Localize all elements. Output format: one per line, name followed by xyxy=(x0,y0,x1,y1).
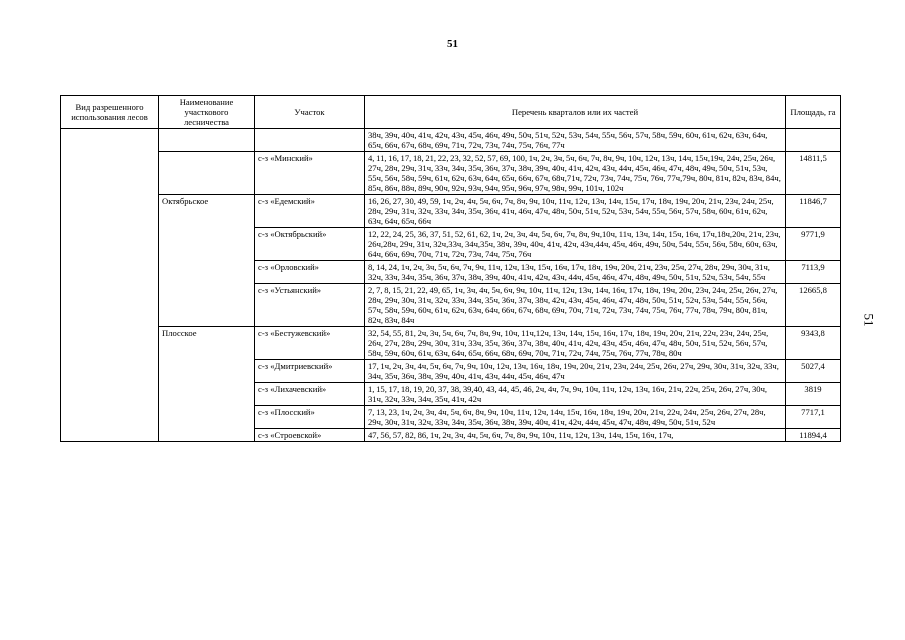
site-cell: с-з «Бестужевский» xyxy=(255,327,365,360)
quarters-cell: 47, 56, 57, 82, 86, 1ч, 2ч, 3ч, 4ч, 5ч, 6ч, 7ч, 8ч, 9ч, 10ч, 11ч, 12ч, 13ч, 14ч, 15ч, 16ч, 17ч, xyxy=(365,429,786,442)
area-cell: 9343,8 xyxy=(786,327,841,360)
area-cell: 7717,1 xyxy=(786,406,841,429)
quarters-cell: 2, 7, 8, 15, 21, 22, 49, 65, 1ч, 3ч, 4ч, 5ч, 6ч, 9ч, 10ч, 11ч, 12ч, 13ч, 14ч, 16ч, 17ч, 18ч, 19ч, 20ч, 23ч, 24ч, 25ч, 26ч, 27ч, 28ч, 29ч, 30ч, 31ч, 32ч, 33ч, 34ч, 35ч, 36ч, 37ч, 38ч, 42ч, 43ч, 45ч, 46ч, 47ч, 48ч, 50ч, 51ч, 52ч, 53ч, 54ч, 55ч, 56ч, 57ч, 58ч, 59ч, 60ч, 61ч, 62ч, 63ч, 64ч, 66ч, 67ч, 68ч, 69ч, 70ч, 71ч, 72ч, 73ч, 74ч, 75ч, 76ч, 77ч, 78ч, 79ч, 80ч, 81ч, 82ч, 83ч, 84ч xyxy=(365,284,786,327)
area-cell: 7113,9 xyxy=(786,261,841,284)
forest-quarters-table xyxy=(60,95,841,442)
quarters-cell: 32, 54, 55, 81, 2ч, 3ч, 5ч, 6ч, 7ч, 8ч, 9ч, 10ч, 11ч,12ч, 13ч, 14ч, 15ч, 16ч, 17ч, 18ч, 19ч, 20ч, 21ч, 22ч, 23ч, 24ч, 25ч, 26ч, 27ч, 28ч, 29ч, 30ч, 31ч, 33ч, 35ч, 36ч, 37ч, 38ч, 40ч, 41ч, 42ч, 43ч, 45ч, 46ч, 47ч, 48ч, 50ч, 51ч, 52ч, 56ч, 57ч, 58ч, 59ч, 60ч, 61ч, 63ч, 64ч, 65ч, 66ч, 68ч, 69ч, 70ч, 71ч, 72ч, 74ч, 75ч, 76ч, 77ч, 78ч, 80ч xyxy=(365,327,786,360)
site-cell: с-з «Плосский» xyxy=(255,406,365,429)
quarters-cell: 4, 11, 16, 17, 18, 21, 22, 23, 32, 52, 57, 69, 100, 1ч, 2ч, 3ч, 5ч, 6ч, 7ч, 8ч, 9ч, 10ч, 12ч, 13ч, 14ч, 15ч,19ч, 24ч, 25ч, 26ч, 27ч, 28ч, 29ч, 31ч, 33ч, 34ч, 35ч, 36ч, 37ч, 38ч, 39ч, 40ч, 41ч, 42ч, 43ч, 44ч, 45ч, 46ч, 47ч, 48ч, 49ч, 50ч, 51ч, 53ч, 55ч, 56ч, 58ч, 59ч, 61ч, 62ч, 63ч, 64ч, 65ч, 66ч, 67ч, 68ч,71ч, 72ч, 73ч, 74ч, 75ч, 76ч, 77ч,79ч, 80ч, 81ч, 82ч, 83ч, 84ч, 85ч, 86ч, 88ч, 89ч, 90ч, 92ч, 93ч, 94ч, 95ч, 96ч, 97ч, 98ч, 99ч, 101ч, 102ч xyxy=(365,152,786,195)
district-cell xyxy=(159,129,255,152)
area-cell: 11846,7 xyxy=(786,195,841,228)
table-row xyxy=(61,129,841,152)
use-type-cell xyxy=(61,129,159,442)
table-row xyxy=(61,195,841,228)
quarters-cell: 1, 15, 17, 18, 19, 20, 37, 38, 39,40, 43, 44, 45, 46, 2ч, 4ч, 7ч, 9ч, 10ч, 11ч, 12ч, 13ч, 16ч, 21ч, 22ч, 25ч, 26ч, 27ч, 30ч, 31ч, 32ч, 33ч, 34ч, 35ч, 41ч, 42ч xyxy=(365,383,786,406)
site-cell: с-з «Октябрьский» xyxy=(255,228,365,261)
area-cell: 5027,4 xyxy=(786,360,841,383)
site-cell: с-з «Лихачевский» xyxy=(255,383,365,406)
quarters-cell: 38ч, 39ч, 40ч, 41ч, 42ч, 43ч, 45ч, 46ч, 49ч, 50ч, 51ч, 52ч, 53ч, 54ч, 55ч, 56ч, 57ч, 58ч, 59ч, 60ч, 61ч, 62ч, 63ч, 64ч, 65ч, 66ч, 67ч, 68ч, 69ч, 71ч, 72ч, 73ч, 74ч, 75ч, 76ч, 77ч xyxy=(365,129,786,152)
area-cell xyxy=(786,129,841,152)
site-cell: с-з «Едемский» xyxy=(255,195,365,228)
area-cell: 3819 xyxy=(786,383,841,406)
district-cell xyxy=(159,152,255,195)
table-header-row xyxy=(61,96,841,129)
site-cell: с-з «Устьянский» xyxy=(255,284,365,327)
page-number-side: 51 xyxy=(861,313,877,327)
site-cell: с-з «Орловский» xyxy=(255,261,365,284)
area-cell: 9771,9 xyxy=(786,228,841,261)
site-cell: с-з «Минский» xyxy=(255,152,365,195)
quarters-cell: 8, 14, 24, 1ч, 2ч, 3ч, 5ч, 6ч, 7ч, 9ч, 11ч, 12ч, 13ч, 15ч, 16ч, 17ч, 18ч, 19ч, 20ч, 21ч, 23ч, 25ч, 27ч, 28ч, 29ч, 30ч, 31ч, 32ч, 33ч, 34ч, 35ч, 36ч, 37ч, 38ч, 39ч, 40ч, 41ч, 42ч, 43ч, 44ч, 45ч, 46ч, 47ч, 48ч, 49ч, 50ч, 51ч, 52ч, 53ч, 54ч, 55ч xyxy=(365,261,786,284)
area-cell: 12665,8 xyxy=(786,284,841,327)
area-cell: 14811,5 xyxy=(786,152,841,195)
table-row xyxy=(61,327,841,360)
table-row xyxy=(61,152,841,195)
district-cell-plosskoe: Плосское xyxy=(159,327,255,442)
site-cell xyxy=(255,129,365,152)
site-cell: с-з «Дмитриевский» xyxy=(255,360,365,383)
page-number: 51 xyxy=(447,38,458,50)
quarters-cell: 7, 13, 23, 1ч, 2ч, 3ч, 4ч, 5ч, 6ч, 8ч, 9ч, 10ч, 11ч, 12ч, 14ч, 15ч, 16ч, 18ч, 19ч, 20ч, 21ч, 22ч, 24ч, 25ч, 26ч, 27ч, 28ч, 29ч, 30ч, 31ч, 32ч, 33ч, 34ч, 35ч, 36ч, 38ч, 39ч, 40ч, 41ч, 42ч, 44ч, 45ч, 47ч, 48ч, 49ч, 50ч, 51ч, 52ч xyxy=(365,406,786,429)
quarters-cell: 12, 22, 24, 25, 36, 37, 51, 52, 61, 62, 1ч, 2ч, 3ч, 4ч, 5ч, 6ч, 7ч, 8ч, 9ч,10ч, 11ч, 13ч, 14ч, 15ч, 16ч, 17ч,18ч,20ч, 21ч, 23ч, 26ч,28ч, 29ч, 31ч, 32ч,33ч, 34ч,35ч, 38ч, 39ч, 40ч, 41ч, 42ч, 43ч,44ч, 45ч, 46ч, 49ч, 50ч, 54ч, 55ч, 56ч, 58ч, 60ч, 63ч, 64ч, 66ч, 69ч, 70ч, 71ч, 72ч, 73ч, 74ч, 75ч, 76ч xyxy=(365,228,786,261)
quarters-cell: 16, 26, 27, 30, 49, 59, 1ч, 2ч, 4ч, 5ч, 6ч, 7ч, 8ч, 9ч, 10ч, 11ч, 12ч, 13ч, 14ч, 15ч, 17ч, 18ч, 19ч, 20ч, 21ч, 23ч, 24ч, 25ч, 28ч, 29ч, 31ч, 32ч, 33ч, 34ч, 35ч, 36ч, 41ч, 46ч, 47ч, 48ч, 50ч, 51ч, 52ч, 53ч, 54ч, 55ч, 56ч, 57ч, 58ч, 60ч, 61ч, 62ч, 63ч, 64ч, 65ч, 66ч xyxy=(365,195,786,228)
header-quarters: Перечень кварталов или их частей xyxy=(365,96,786,129)
district-cell-oktyabrskoe: Октябрьское xyxy=(159,195,255,327)
header-use-type: Вид разрешенного использования лесов xyxy=(61,96,159,129)
quarters-cell: 17, 1ч, 2ч, 3ч, 4ч, 5ч, 6ч, 7ч, 9ч, 10ч, 12ч, 13ч, 16ч, 18ч, 19ч, 20ч, 21ч, 23ч, 24ч, 25ч, 26ч, 27ч, 29ч, 30ч, 31ч, 32ч, 33ч, 34ч, 35ч, 36ч, 38ч, 39ч, 40ч, 41ч, 43ч, 44ч, 45ч, 46ч, 47ч xyxy=(365,360,786,383)
header-site: Участок xyxy=(255,96,365,129)
header-district: Наименование участкового лесничества xyxy=(159,96,255,129)
site-cell: с-з «Строевской» xyxy=(255,429,365,442)
area-cell: 11894,4 xyxy=(786,429,841,442)
header-area: Площадь, га xyxy=(786,96,841,129)
